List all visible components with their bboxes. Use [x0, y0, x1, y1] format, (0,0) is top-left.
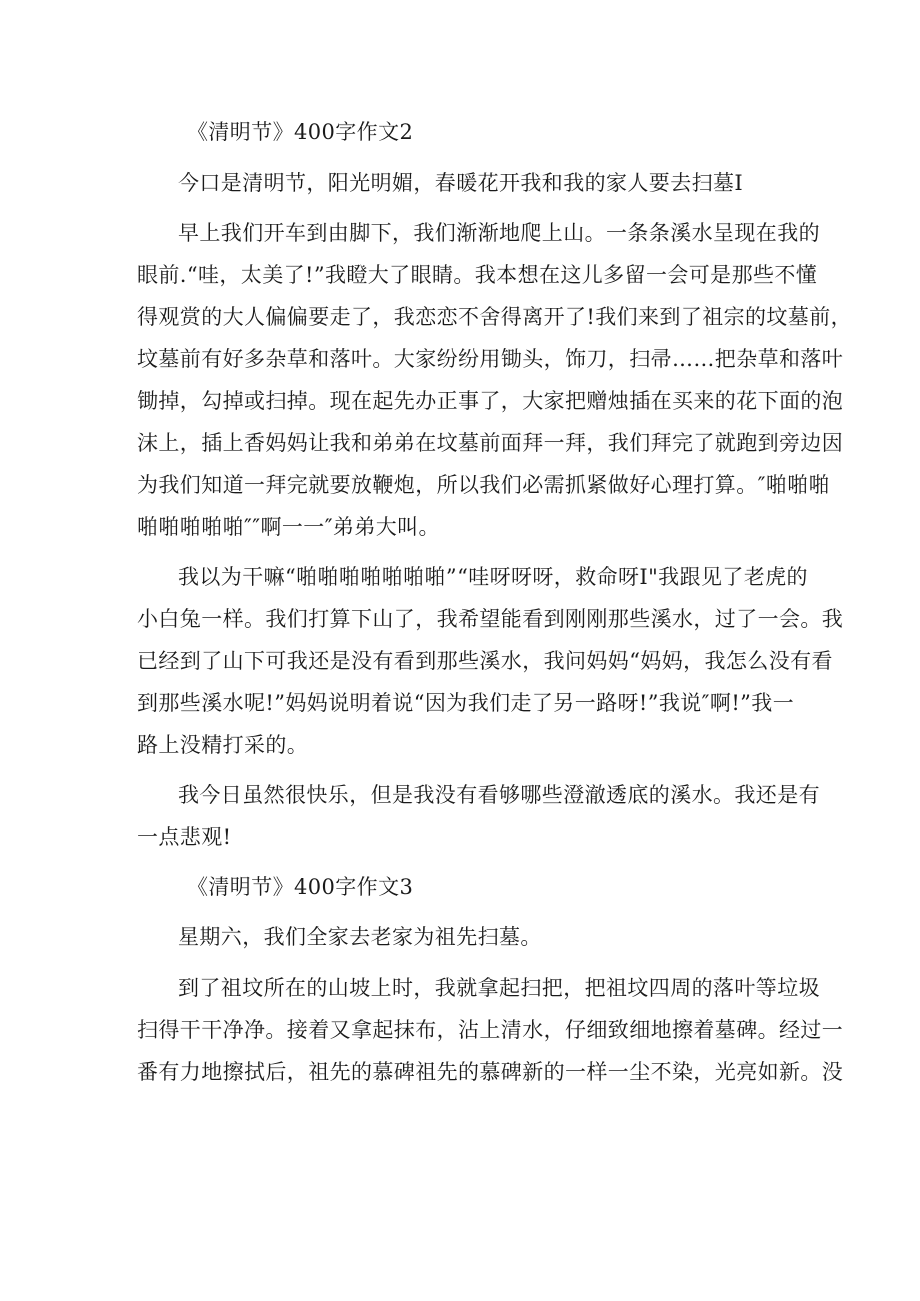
paragraph-line: 路上没精打采的。	[137, 733, 309, 757]
paragraph-line: 眼前.“哇，太美了!”我瞪大了眼睛。我本想在这儿多留一会可是那些不懂	[137, 263, 818, 287]
paragraph-line: 得观赏的大人偏偏要走了，我恋恋不舍得离开了!我们来到了祖宗的坟墓前，	[137, 305, 853, 329]
paragraph-line: 已经到了山下可我还是没有看到那些溪水，我问妈妈“妈妈，我怎么没有看	[137, 649, 833, 673]
paragraph-line: 锄掉，勾掉或扫掉。现在起先办正事了，大家把赠烛插在买来的花下面的泡	[137, 389, 844, 413]
paragraph-line: 小白兔一样。我们打算下山了，我希望能看到刚刚那些溪水，过了一会。我	[137, 607, 844, 631]
paragraph-line: 我以为干嘛“啪啪啪啪啪啪啪”“哇呀呀呀，救命呀I"我跟见了老虎的	[178, 565, 808, 589]
paragraph-line: 为我们知道一拜完就要放鞭炮，所以我们必需抓紧做好心理打算。″啪啪啪	[137, 473, 831, 497]
paragraph-line: 早上我们开车到由脚下，我们渐渐地爬上山。一条条溪水呈现在我的	[178, 221, 820, 245]
paragraph-line: 一点悲观!	[137, 825, 232, 849]
paragraph-line: 今口是清明节，阳光明媚，春暖花开我和我的家人要去扫墓I	[178, 171, 744, 195]
paragraph-line: 啪啪啪啪啪″″啊一一″弟弟大叫。	[137, 515, 440, 539]
paragraph-line: 到那些溪水呢!”妈妈说明着说“因为我们走了另一路呀!”我说″啊!”我一	[137, 691, 795, 715]
paragraph-line: 到了祖坟所在的山坡上时，我就拿起扫把，把祖坟四周的落叶等垃圾	[178, 976, 820, 1000]
paragraph-line: 番有力地擦拭后，祖先的慕碑祖先的慕碑新的一样一尘不染，光亮如新。没	[137, 1060, 844, 1084]
paragraph-line: 星期六，我们全家去老家为祖先扫墓。	[178, 925, 542, 949]
paragraph-line: 沫上，插上香妈妈让我和弟弟在坟墓前面拜一拜，我们拜完了就跑到旁边因	[137, 431, 844, 455]
section2-title: 《清明节》400字作文2	[187, 120, 414, 144]
paragraph-line: 坟墓前有好多杂草和落叶。大家纷纷用锄头，饰刀，扫帚……把杂草和落叶	[137, 347, 844, 371]
section3-title: 《清明节》400字作文3	[187, 875, 414, 899]
paragraph-line: 扫得干干净净。接着又拿起抹布，沾上清水，仔细致细地擦着墓碑。经过一	[137, 1018, 844, 1042]
paragraph-line: 我今日虽然很快乐，但是我没有看够哪些澄澈透底的溪水。我还是有	[178, 783, 820, 807]
